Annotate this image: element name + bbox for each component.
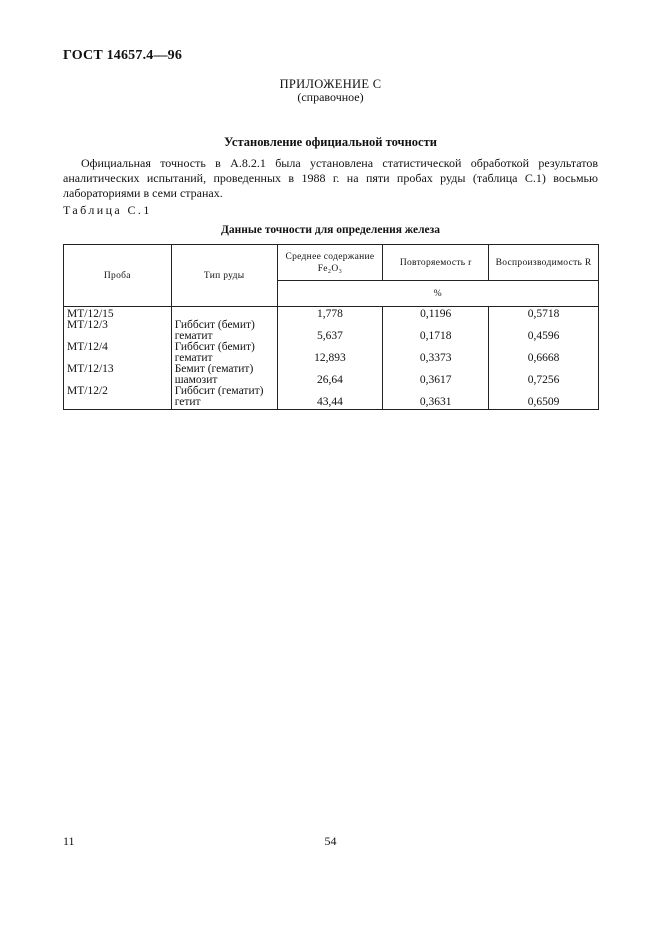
cell-r: 0,3631 <box>419 396 452 408</box>
cell-ore-type: гематит <box>174 330 213 342</box>
section-title: Установление официальной точности <box>224 135 437 149</box>
column-reproducibility <box>489 307 599 410</box>
footer-left-number: 11 <box>63 834 75 848</box>
column-sample <box>64 307 172 410</box>
standard-number: ГОСТ 14657.4—96 <box>63 48 183 63</box>
appendix-title: ПРИЛОЖЕНИЕ C <box>279 77 382 91</box>
cell-sample: MT/12/13 <box>67 363 114 375</box>
header-mean-line2: Fe₂O₃ <box>317 263 343 274</box>
cell-mean: 1,778 <box>317 308 343 320</box>
cell-R: 0,4596 <box>527 330 560 342</box>
cell-mean: 43,44 <box>317 396 343 408</box>
appendix-subtitle: (справочное) <box>297 90 364 104</box>
table-header-row <box>64 245 599 281</box>
cell-R: 0,6668 <box>527 352 560 364</box>
header-unit: % <box>277 281 598 307</box>
cell-sample: MT/12/2 <box>67 385 108 397</box>
column-mean <box>277 307 383 410</box>
section-paragraph: Официальная точность в А.8.2.1 была установлена статистической обработкой результатов аналитических испытаний, проведенных в 1988 г. на пяти пробах руды (таблица С.1) восьмью лабораториями в семи странах. <box>63 156 598 200</box>
cell-r: 0,3373 <box>419 352 452 364</box>
precision-table <box>63 244 599 410</box>
table-label: Таблица С.1 <box>63 203 152 217</box>
header-mean <box>277 245 383 281</box>
table-body-row <box>64 307 599 410</box>
cell-r: 0,3617 <box>419 374 452 386</box>
cell-R: 0,5718 <box>527 308 560 320</box>
page-number: 54 <box>324 834 337 848</box>
column-repeatability <box>383 307 489 410</box>
cell-ore-type: Гиббсит (бемит) <box>174 319 255 331</box>
cell-ore-type: шамозит <box>174 374 218 386</box>
header-reproducibility: Воспроизводимость R <box>489 245 599 281</box>
header-mean-line1: Среднее содержание <box>285 251 375 262</box>
cell-sample: MT/12/4 <box>67 341 108 353</box>
cell-R: 0,7256 <box>527 374 560 386</box>
header-ore-type: Тип руды <box>171 245 277 307</box>
cell-ore-type: Гиббсит (гематит) <box>174 385 264 397</box>
cell-R: 0,6509 <box>527 396 560 408</box>
cell-mean: 26,64 <box>317 374 343 386</box>
cell-sample: MT/12/15 <box>67 308 114 320</box>
cell-mean: 12,893 <box>314 352 346 364</box>
cell-r: 0,1196 <box>420 308 452 320</box>
cell-ore-type: гематит <box>174 352 213 364</box>
cell-sample: MT/12/3 <box>67 319 108 331</box>
cell-mean: 5,637 <box>317 330 343 342</box>
cell-r: 0,1718 <box>419 330 452 342</box>
table-caption: Данные точности для определения железа <box>220 224 441 236</box>
cell-ore-type: Бемит (гематит) <box>174 363 254 375</box>
cell-ore-type: гетит <box>174 396 201 408</box>
column-ore-type <box>171 307 277 410</box>
header-repeatability: Повторяемость r <box>383 245 489 281</box>
cell-ore-type: Гиббсит (бемит) <box>174 341 255 353</box>
header-sample: Проба <box>64 245 172 307</box>
